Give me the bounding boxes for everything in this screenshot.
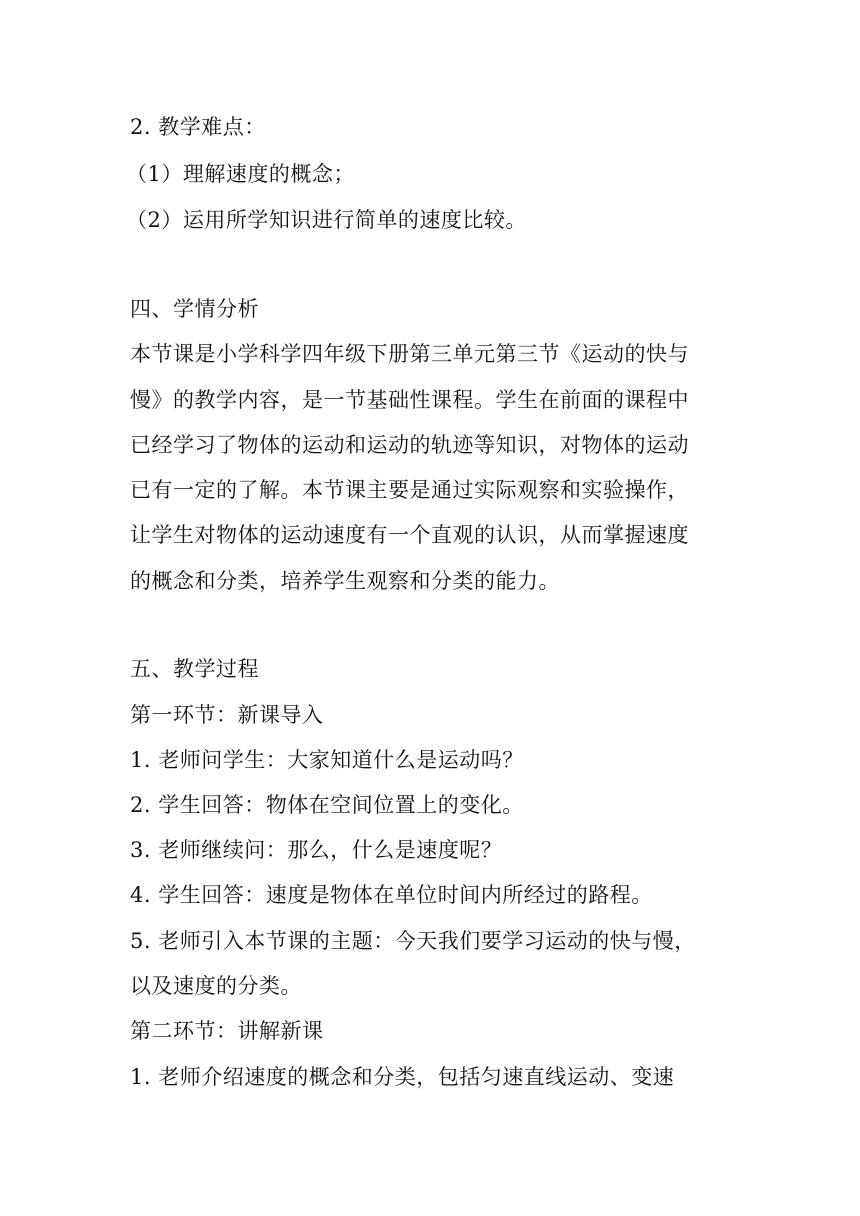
stage1-line-1: 1. 老师问学生：大家知道什么是运动吗？ <box>130 748 524 772</box>
stage1-line-4: 4. 学生回答：速度是物体在单位时间内所经过的路程。 <box>130 883 653 907</box>
analysis-line-5: 让学生对物体的运动速度有一个直观的认识，从而掌握速度 <box>130 523 689 547</box>
analysis-line-2: 慢》的教学内容，是一节基础性课程。学生在前面的课程中 <box>130 388 689 412</box>
difficulty-item-2: （2）运用所学知识进行简单的速度比较。 <box>126 208 527 232</box>
stage1-title: 第一环节：新课导入 <box>130 703 324 727</box>
analysis-line-3: 已经学习了物体的运动和运动的轨迹等知识，对物体的运动 <box>130 433 689 457</box>
difficulties-heading: 2. 教学难点： <box>130 115 266 139</box>
analysis-line-6: 的概念和分类，培养学生观察和分类的能力。 <box>130 569 560 593</box>
analysis-heading: 四、学情分析 <box>130 297 259 321</box>
stage2-title: 第二环节：讲解新课 <box>130 1019 324 1043</box>
stage1-line-2: 2. 学生回答：物体在空间位置上的变化。 <box>130 793 524 817</box>
analysis-line-1: 本节课是小学科学四年级下册第三单元第三节《运动的快与 <box>130 342 689 366</box>
process-heading: 五、教学过程 <box>130 657 259 681</box>
difficulty-item-1: （1）理解速度的概念； <box>126 162 355 186</box>
stage1-line-5: 5. 老师引入本节课的主题：今天我们要学习运动的快与慢， <box>130 929 696 953</box>
stage1-line-3: 3. 老师继续问：那么，什么是速度呢？ <box>130 838 503 862</box>
analysis-line-4: 已有一定的了解。本节课主要是通过实际观察和实验操作， <box>130 478 689 502</box>
stage1-line-6: 以及速度的分类。 <box>130 974 302 998</box>
stage2-line-1: 1. 老师介绍速度的概念和分类，包括匀速直线运动、变速 <box>130 1065 675 1089</box>
